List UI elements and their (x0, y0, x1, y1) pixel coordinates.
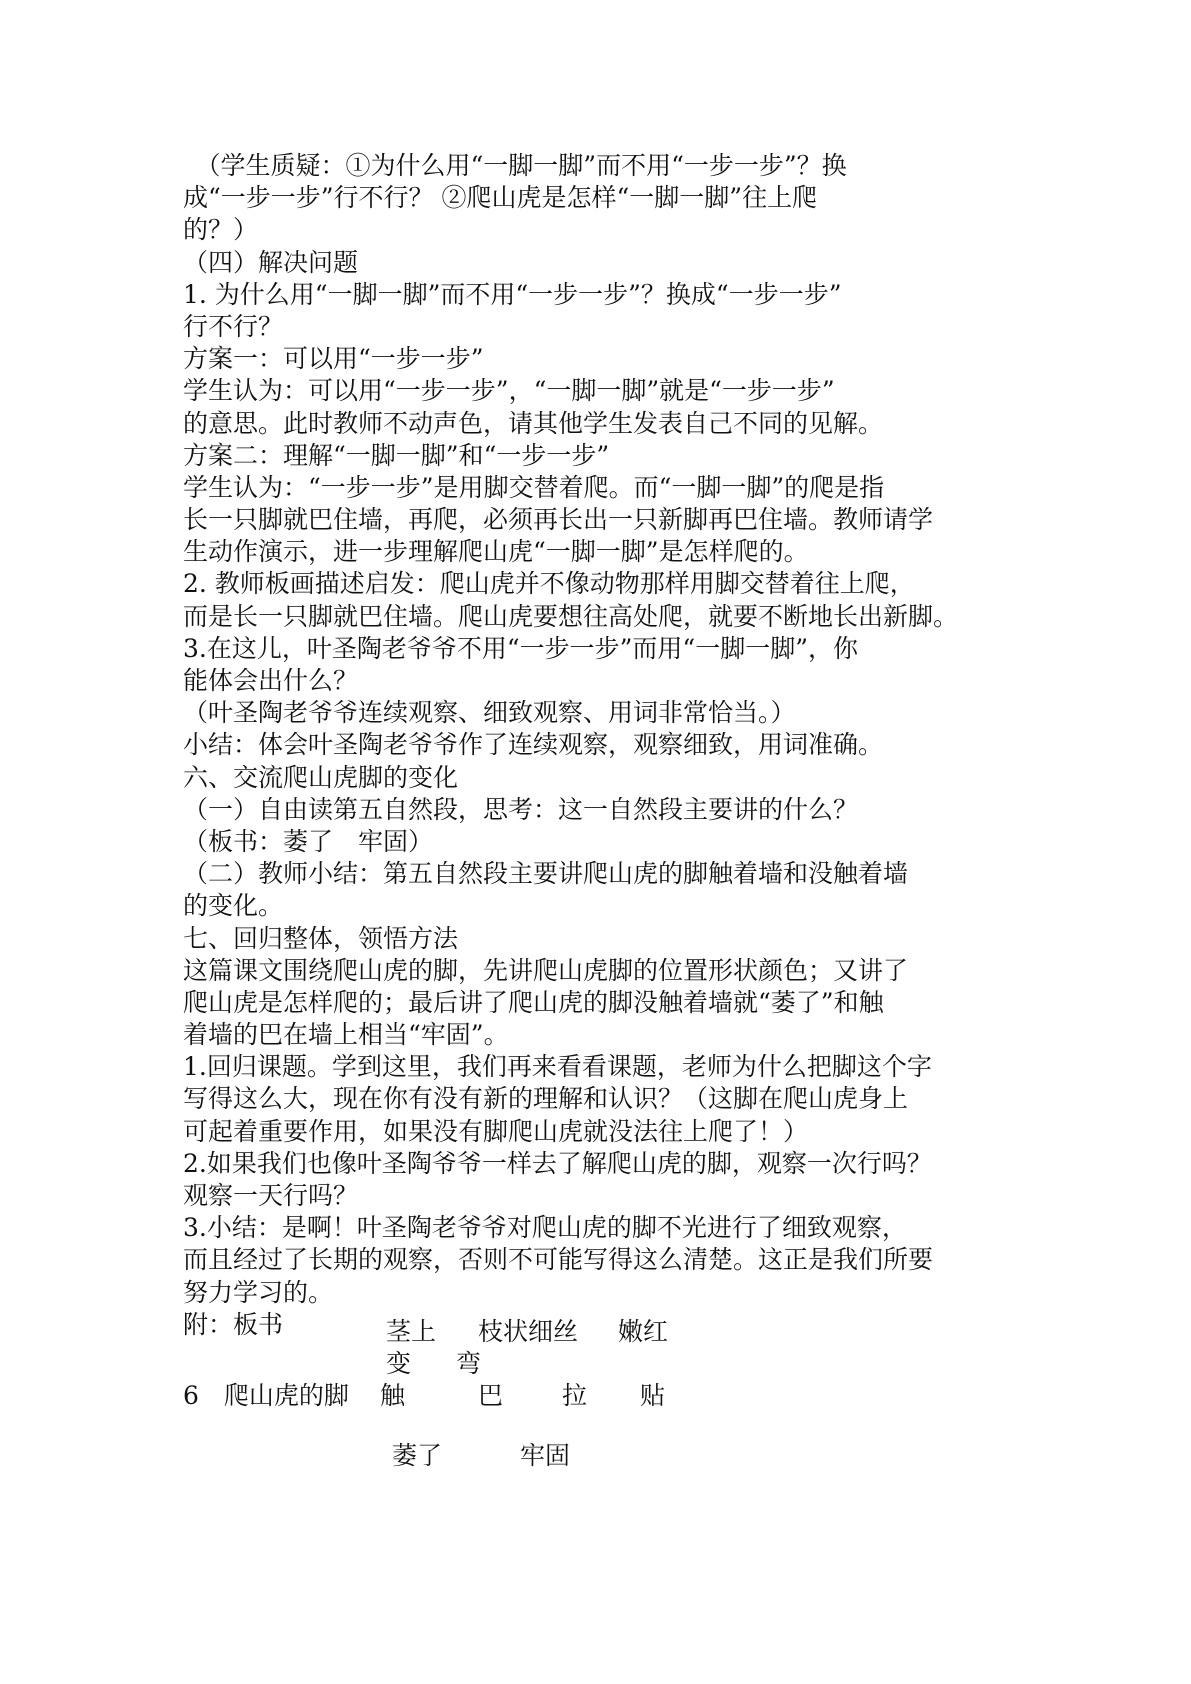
text-line: 2.如果我们也像叶圣陶爷爷一样去了解爬山虎的脚，观察一次行吗？ (183, 1148, 932, 1178)
text-line: 写得这么大，现在你有没有新的理解和认识？（这脚在爬山虎身上 (183, 1084, 909, 1114)
text-line: 学生认为：可以用“一步一步”，“一脚一脚”就是“一步一步” (183, 376, 835, 406)
text-line: 3.在这儿，叶圣陶老爷爷不用“一步一步”而用“一脚一脚”，你 (183, 633, 858, 663)
section-heading: 六、交流爬山虎脚的变化 (183, 762, 459, 792)
text-line: 的变化。 (183, 891, 284, 921)
section-heading: 七、回归整体，领悟方法 (183, 923, 459, 953)
text-line: 观察一天行吗？ (183, 1181, 359, 1210)
board-word: 弯 (456, 1349, 482, 1378)
text-line: 生动作演示，进一步理解爬山虎“一脚一脚”是怎样爬的。 (183, 537, 809, 567)
text-line: 附：板书 (183, 1309, 284, 1339)
text-line: （学生质疑：①为什么用“一脚一脚”而不用“一步一步”？换 (183, 151, 847, 180)
board-title: 6 爬山虎的脚 (183, 1381, 349, 1410)
section-heading: （四）解决问题 (183, 247, 359, 277)
text-line: 这篇课文围绕爬山虎的脚，先讲爬山虎脚的位置形状颜色；又讲了 (183, 955, 909, 985)
text-line: （叶圣陶老爷爷连续观察、细致观察、用词非常恰当。） (183, 698, 796, 728)
text-line: 长一只脚就巴住墙，再爬，必须再长出一只新脚再巴住墙。教师请学 (183, 505, 934, 535)
text-line: 能体会出什么？ (183, 666, 359, 695)
document-body (183, 150, 1033, 1341)
text-line: 的？） (183, 215, 259, 245)
board-word: 变 (386, 1349, 412, 1378)
text-line: 小结：体会叶圣陶老爷爷作了连续观察，观察细致，用词准确。 (183, 730, 884, 760)
board-word: 贴 (640, 1381, 666, 1410)
board-word: 触 (380, 1381, 406, 1410)
text-line: 努力学习的。 (183, 1277, 334, 1307)
text-line: 而是长一只脚就巴住墙。爬山虎要想往高处爬，就要不断地长出新脚。 (183, 601, 959, 631)
text-line: 而且经过了长期的观察，否则不可能写得这么清楚。这正是我们所要 (183, 1245, 934, 1275)
board-word: 嫩红 (618, 1317, 669, 1346)
text-line: 着墙的巴在墙上相当“牢固”。 (183, 1020, 509, 1050)
board-word: 茎上 (386, 1317, 437, 1346)
text-line: （一）自由读第五自然段，思考：这一自然段主要讲的什么？ (183, 794, 859, 824)
board-word: 牢固 (520, 1441, 571, 1470)
text-line: 可起着重要作用，如果没有脚爬山虎就没法往上爬了！） (183, 1116, 809, 1146)
text-line: （二）教师小结：第五自然段主要讲爬山虎的脚触着墙和没触着墙 (183, 859, 909, 889)
text-line: 的意思。此时教师不动声色，请其他学生发表自己不同的见解。 (183, 408, 884, 438)
text-line: 成“一步一步”行不行？ ②爬山虎是怎样“一脚一脚”往上爬 (183, 183, 818, 213)
text-line: 方案二：理解“一脚一脚”和“一步一步” (183, 440, 610, 470)
text-line: （板书：萎了 牢固） (183, 826, 434, 856)
text-line: 2. 教师板画描述启发：爬山虎并不像动物那样用脚交替着往上爬， (183, 569, 915, 599)
board-word: 萎了 (392, 1441, 443, 1470)
board-word: 巴 (478, 1381, 504, 1410)
board-word: 拉 (562, 1381, 588, 1410)
text-line: 1.回归课题。学到这里，我们再来看看课题，老师为什么把脚这个字 (183, 1052, 932, 1082)
text-line: 3.小结：是啊！叶圣陶老爷爷对爬山虎的脚不光进行了细致观察， (183, 1213, 907, 1243)
text-line: 学生认为：“一步一步”是用脚交替着爬。而“一脚一脚”的爬是指 (183, 472, 885, 502)
text-line: 方案一：可以用“一步一步” (183, 344, 484, 374)
board-word: 枝状细丝 (478, 1317, 579, 1346)
text-line: 1. 为什么用“一脚一脚”而不用“一步一步”？换成“一步一步” (183, 279, 842, 309)
text-line: 爬山虎是怎样爬的；最后讲了爬山虎的脚没触着墙就“萎了”和触 (183, 987, 884, 1017)
text-line: 行不行？ (183, 311, 284, 341)
